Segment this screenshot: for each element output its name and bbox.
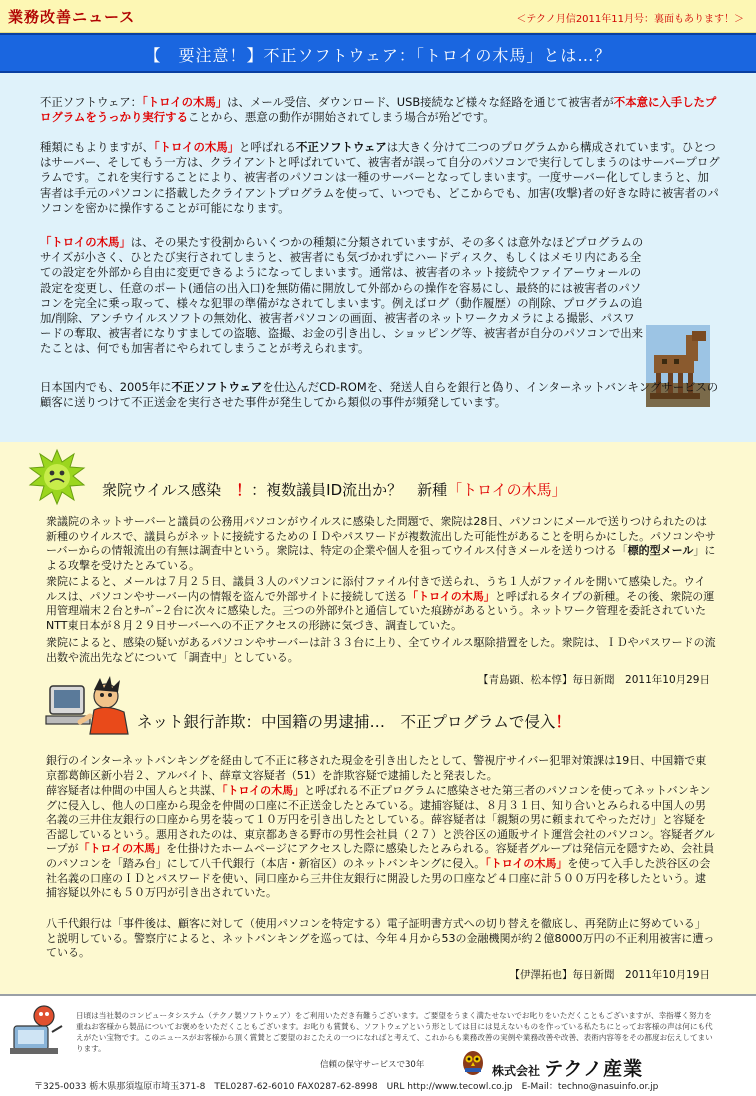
explainer-paragraph-4: [40, 380, 720, 410]
text: ことから、悪意の動作が開始されてしまう場合が殆どです。: [187, 110, 495, 125]
company-tagline: 信頼の保守サービスで30年: [320, 1060, 425, 1070]
hacker-at-computer-icon: [44, 676, 136, 738]
headline: 【 要注意！】不正ソフトウェア：「トロイの木馬」とは…？: [144, 46, 612, 65]
text: 八千代銀行は「事件後は、顧客に対して（使用パソコンを特定する）電子証明書方式への切り替えを徹底し、再発防止に努めている」と説明している。警察庁によると、ネットバンキングを巡っては、今年４月から53の金融機関が約２億8000万円の不正利用被害に遭っている。: [46, 917, 715, 960]
warning-highlight: 不本意に入手したプログラムをうっかり実行する: [40, 95, 717, 125]
contact-line: 〒325-0033 栃木県那須塩原市埼玉371-8 TEL0287-62-6010 FAX0287-62-8998 URL http://www.tecowl.co.jp E-Mail：techno@nasuinfo.or.jp: [34, 1082, 659, 1092]
article2-credit: 【伊澤拓也】毎日新聞 2011年10月19日: [509, 969, 710, 981]
newsletter-title: 業務改善ニュース: [8, 8, 136, 26]
bold-term: 不正ソフトウェア: [295, 140, 387, 154]
text: は、メール受信、ダウンロード、USB接続など様々な経路を通じて被害者が: [227, 95, 614, 109]
explainer-paragraph-2: [40, 140, 720, 216]
text: は、その果たす役割からいくつかの種類に分類されていますが、その多くは意外なほどプログラムのサイズが小さく、ひとたび実行されてしまうと、被害者にも気づかれずにハードディスク、もしくはメモリ内にある全ての設定を外部から自由に変更できるようになってしまいます。通常は、被害者のネット接続やファイアーウォールの設定を変更し、任意のポート(通信の出入口)を無防備に開放して外部からの操作を容易にし、最終的には被害者のパソコンを完全に乗っ取って、様々な犯罪の準備がなされてしまいます。例えばログ（動作履歴）の削除、プログラムの追加/削除、アンチウイルスソフトの無効化、被害者パソコンの画面、被害者のネットワークカメラによる撮影、パスワードの奪取、被害者になりすましての盗聴、盗撮、お金の引き出し、ショッピング等、被害者が自分のパソコンで出来たことは、何でも加害者にやられてしまうことが考えられます。: [40, 235, 644, 356]
text: と呼ばれる: [239, 140, 296, 154]
text: を使って入手した渋谷区の会社名義の口座のＩＤとパスワードを使い、同口座から三井住友銀行に開設した男の口座など４口座に計５００万円を移したという。逮捕容疑以外にも５０万円が引き出されていた。: [46, 856, 711, 900]
exclamation-mark: ！: [555, 713, 571, 731]
article1-paragraph-2: [46, 575, 716, 633]
trojan-explainer-section: [0, 73, 756, 442]
company-name: [492, 1054, 643, 1081]
article1-paragraph-1: [46, 515, 716, 573]
trojan-highlight: 「トロイの木馬」: [142, 95, 228, 109]
text: 不正ソフトウェア：: [40, 95, 143, 109]
virus-icon: [28, 448, 86, 506]
top-banner: [0, 0, 756, 33]
footer: [0, 994, 756, 1096]
bold-term: 不正ソフトウェア: [171, 380, 263, 394]
bold-term: 標的型メール: [627, 544, 694, 558]
trojan-highlight: 「トロイの木馬」: [485, 856, 568, 870]
text: 種類にもよりますが、: [40, 140, 154, 154]
article2-title: [137, 710, 571, 732]
article1-credit: 【青島顕、松本惇】毎日新聞 2011年10月29日: [478, 674, 710, 686]
text: は大きく分けて二つのプログラムから構成されています。ひとつはサーバー、そしてもう一方は、クライアントと呼ばれていて、被害者が誤って自分のパソコンで実行してしまうのはサーバープログラムです。これを実行することにより、被害者のパソコンは一種のサーバーとなってしまいます。一度サーバー化してしまうと、加害者は手元のパソコンに搭載したクライアントプログラムを使って、いつでも、どこからでも、加害(攻撃)者の好きな時に被害者のパソコンを密かに操作することが可能になります。: [40, 140, 720, 215]
title-text: 衆院ウイルス感染: [102, 481, 222, 499]
article2-paragraph-3: [46, 917, 716, 961]
issue-note: ＜テクノ月信2011年11月号：裏面もあります！＞: [516, 14, 744, 25]
company-brand: テクノ産業: [544, 1058, 644, 1080]
explainer-paragraph-1: [40, 95, 720, 125]
text: と呼ばれるタイプの新種。その後、衆院の運用管理端末２台とｻｰﾊﾞｰ２台に次々に感染した。三つの外部ｻｲﾄと通信していた痕跡があるという。ネットワーク管理を委託されていたNTT東日本が８月２９日サーバーへの不正アクセスの形跡に気づき、調査していた。: [46, 589, 715, 632]
company-prefix: 株式会社: [492, 1064, 541, 1078]
trojan-highlight: 「トロイの木馬」: [153, 140, 240, 154]
article1-paragraph-3: [46, 636, 716, 665]
text: を仕掛けたホームページにアクセスした際に感染したとみられる。容疑者グループは発信元を隠すため、会社員のパソコンを「踏み台」にして八千代銀行（本店・新宿区）のネットバンキングに侵入。: [46, 842, 715, 870]
exclamation-mark: ！: [236, 481, 252, 499]
text: 衆議院のネットサーバーと議員の公務用パソコンがウイルスに感染した問題で、衆院は28日、パソコンにメールで送りつけられたのは新種のウイルスで、議員らがネットに接続するためのＩＤやパスワードが複数流出した可能性があることを明らかにした。パソコンやサーバーからの情報流出の有無は調査中という。衆院は、特定の企業や個人を狙ってウイルス付きメールを送りつける「: [46, 515, 716, 558]
text: と呼ばれる不正プログラムに感染させた第三者のパソコンを使ってネットバンキングに侵入し、他人の口座から現金を仲間の口座に不正送金したとみている。逮捕容疑は、８月３１日、知り合いとみられる中国人の男名義の三井住友銀行の口座から男を装って１０万円を引き出したとしている。薛容疑者は「親類の男に頼まれてやっただけ」と容疑を否認しているという。悪用されたのは、東京都あきる野市の男性会社員（２７）と渋谷区の通販サイト運営会社のパソコン。容疑者グループが: [46, 784, 715, 856]
trojan-highlight: 「トロイの木馬」: [407, 589, 495, 603]
text: 」による攻撃を受けたとみている。: [46, 544, 716, 572]
title-text: ：複数議員ID流出か？ 新種: [251, 481, 448, 499]
owl-logo-icon: [462, 1048, 484, 1076]
news-articles-section: [0, 442, 756, 994]
trojan-highlight: 「トロイの木馬」: [222, 784, 305, 797]
article2-paragraph-1: [46, 754, 716, 783]
article1-title: [102, 479, 567, 500]
text: 衆院によると、メールは７月２５日、議員３人のパソコンに添付ファイル付きで送られ、うち１人がファイルを開いて感染した。ウイルスは、パソコンやサーバー内の情報を盗んで外部サイトに接続して送る: [46, 575, 706, 603]
trojan-highlight: 「トロイの木馬」: [40, 235, 131, 249]
text: 衆院によると、感染の疑いがあるパソコンやサーバーは計３３台に上り、全てウイルス駆除措置をした。衆院は、ＩＤやパスワードの流出数や流出先などについて「調査中」としている。: [46, 636, 716, 664]
text: 銀行のインターネットバンキングを経由して不正に移された現金を引き出したとして、警視庁サイバー犯罪対策課は19日、中国籍で東京都葛飾区新小岩２、アルバイト、薛章文容疑者（51）を詐欺容疑で逮捕したと発表した。: [46, 754, 707, 782]
trojan-highlight: 「トロイの木馬」: [78, 842, 167, 856]
robot-mascot-icon: [8, 1002, 64, 1056]
footer-greeting: 日頃は当社製のコンピュータシステム（テクノ製ソフトウェア）をご利用いただき有難うございます。ご要望をうまく満たせないでお叱りをいただくこともございますが、幸指導く努力を重ねお客様から製品についてお褒めをいただくこともございます。お叱りも賞賛も、ソフトウェアという形としては目には見えないものを作っている私たちにとってお客様の声は何にも代えがたい宝物です。このニュースがお客様から頂く賞賛とご要望のおこたえの一つになればと考えて、これからも業務改善の実例や業務改善や改善、表術内容等をその都度お伝えしてまいります。: [76, 1011, 713, 1053]
text: を仕込んだCD-ROMを、発送人自らを銀行と偽り、インターネットバンキングサービスの顧客に送りつけて不正送金を実行させた事件が発生してから類似の事件が頻発しています。: [40, 380, 719, 410]
headline-bar: [0, 33, 756, 73]
footer-divider: [0, 994, 756, 996]
article2-paragraph-2: [46, 784, 716, 901]
text: 薛容疑者は仲間の中国人らと共謀、: [46, 784, 222, 797]
trojan-highlight: 「トロイの木馬」: [447, 481, 567, 499]
title-text: ネット銀行詐欺：中国籍の男逮捕… 不正プログラムで侵入: [137, 713, 556, 731]
explainer-paragraph-3: [40, 235, 645, 357]
text: 日本国内でも、2005年に: [40, 380, 172, 394]
